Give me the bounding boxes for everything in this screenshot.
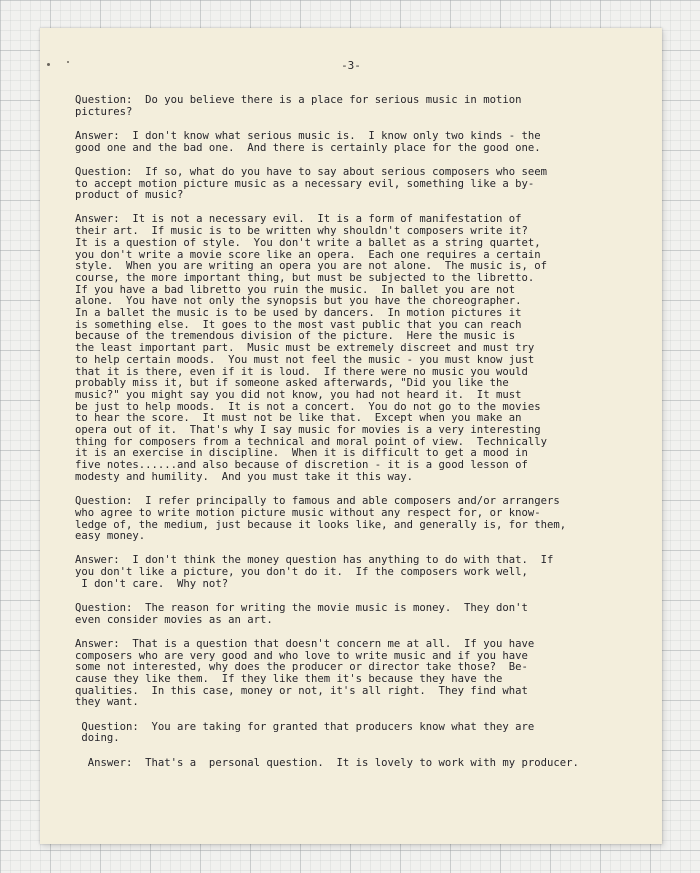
text-line: you don't like a picture, you don't do it. If the composers work well, xyxy=(75,566,528,579)
text-line: to help certain moods. You must not feel the music - you must know just xyxy=(75,353,535,366)
interview-paragraph xyxy=(75,167,660,202)
text-line: it is an exercise in discipline. When it is difficult to get a mood in xyxy=(75,447,528,460)
interview-paragraph xyxy=(75,214,660,483)
interview-paragraph xyxy=(75,95,660,118)
text-line: qualities. In this case, money or not, it's all right. They find what xyxy=(75,684,528,697)
text-line: some not interested, why does the producer or director take those? Be- xyxy=(75,661,528,674)
text-line: alone. You have not only the synopsis but you have the choreographer. xyxy=(75,295,522,308)
interview-paragraph xyxy=(75,603,660,626)
text-line: music?" you might say you did not know, you had not heard it. It must xyxy=(75,388,522,401)
text-line: good one and the bad one. And there is certainly place for the good one. xyxy=(75,141,541,154)
text-line: to accept motion picture music as a necessary evil, something like a by- xyxy=(75,177,535,190)
text-line: style. When you are writing an opera you are not alone. The music is, of xyxy=(75,260,547,273)
text-line: cause they like them. If they like them it's because they have the xyxy=(75,673,503,686)
page-number: -3- xyxy=(341,59,361,72)
text-line: modesty and humility. And you must take it this way. xyxy=(75,470,414,483)
interview-paragraph xyxy=(75,555,660,590)
text-line: Question: I refer principally to famous and able composers and/or arrangers xyxy=(75,495,560,508)
text-line: Answer: It is not a necessary evil. It is a form of manifestation of xyxy=(75,213,522,226)
text-line: Answer: That's a personal question. It is lovely to work with my producer. xyxy=(75,756,579,769)
text-line: five notes......and also because of discretion - it is a good lesson of xyxy=(75,459,528,472)
text-line: Question: Do you believe there is a place for serious music in motion xyxy=(75,94,522,106)
text-line: because of the tremendous division of the picture. Here the music is xyxy=(75,330,516,343)
text-line: If you have a bad libretto you ruin the music. In ballet you are not xyxy=(75,283,516,296)
text-line: It is a question of style. You don't write a ballet as a string quartet, xyxy=(75,236,541,249)
text-line: is something else. It goes to the most vast public that you can reach xyxy=(75,318,522,331)
text-line: I don't care. Why not? xyxy=(75,577,229,590)
text-line: probably miss it, but if someone asked afterwards, "Did you like the xyxy=(75,377,509,390)
text-line: Answer: I don't know what serious music is. I know only two kinds - the xyxy=(75,129,541,142)
text-line: be just to help moods. It is not a concert. You do not go to the movies xyxy=(75,400,541,413)
text-line: Question: You are taking for granted that producers know what they are xyxy=(75,720,535,733)
text-line: course, the more important thing, but must be subjected to the libretto. xyxy=(75,271,535,284)
text-line: you don't write a movie score like an opera. Each one requires a certain xyxy=(75,248,541,261)
text-line: even consider movies as an art. xyxy=(75,613,273,626)
text-line: who agree to write motion picture music without any respect for, or know- xyxy=(75,506,541,519)
text-line: composers who are very good and who love to write music and if you have xyxy=(75,649,528,662)
text-line: Question: If so, what do you have to say about serious composers who seem xyxy=(75,165,547,178)
text-line: Answer: That is a question that doesn't concern me at all. If you have xyxy=(75,637,535,650)
text-line: In a ballet the music is to be used by dancers. In motion pictures it xyxy=(75,307,522,320)
text-line: their art. If music is to be written why shouldn't composers write it? xyxy=(75,225,528,238)
text-line: Question: The reason for writing the movie music is money. They don't xyxy=(75,602,528,615)
interview-paragraph xyxy=(75,758,660,770)
typed-page xyxy=(40,28,662,844)
text-line: Answer: I don't think the money question has anything to do with that. If xyxy=(75,554,554,567)
text-line: doing. xyxy=(75,732,120,745)
page-body xyxy=(75,95,660,782)
text-line: the least important part. Music must be extremely discreet and must try xyxy=(75,342,535,355)
text-line: easy money. xyxy=(75,530,146,543)
interview-paragraph xyxy=(75,639,660,709)
text-line: to hear the score. It must not be like that. Except when you make an xyxy=(75,412,522,425)
text-line: thing for composers from a technical and moral point of view. Technically xyxy=(75,435,547,448)
text-line: that it is there, even if it is loud. If there were no music you would xyxy=(75,365,528,378)
text-line: opera out of it. That's why I say music for movies is a very interesting xyxy=(75,424,541,437)
text-line: ledge of, the medium, just because it looks like, and generally is, for them, xyxy=(75,518,567,531)
interview-paragraph xyxy=(75,496,660,543)
text-line: they want. xyxy=(75,696,139,709)
interview-paragraph xyxy=(75,131,660,154)
interview-paragraph xyxy=(75,722,660,745)
text-line: product of music? xyxy=(75,189,184,202)
text-line: pictures? xyxy=(75,105,133,118)
